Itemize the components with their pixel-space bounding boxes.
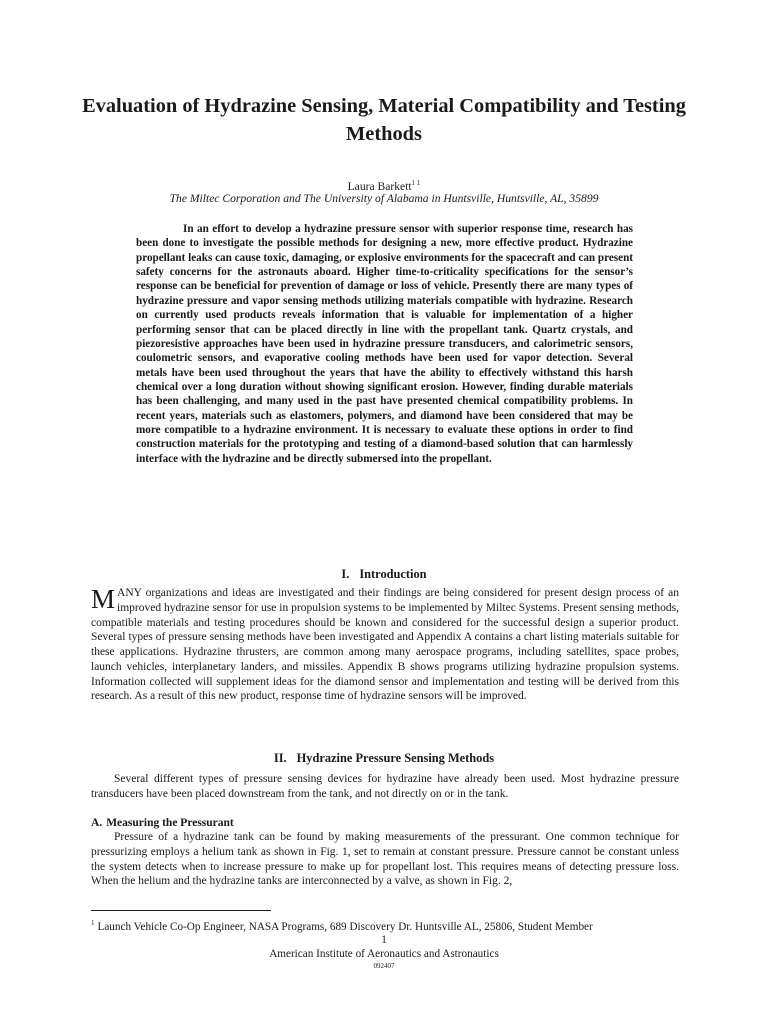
introduction-text: ANY organizations and ideas are investigated and their findings are being considered for present design process of an improved hydrazine sensor for use in propulsion systems to be implemented by Miltec Systems. Present sensing methods, compatible materials and testing procedures should be known and considered for the successful design a superior product. Several types of pressure sensing methods have been investigated and Appendix A contains a chart listing materials suitable for these applications. Hydrazine thrusters, are common among many aerospace programs, including satellites, space probes, launch vehicles, interplanetary landers, and missiles. Appendix B shows programs utilizing hydrazine propulsion systems. Information collected will supplement ideas for the diamond sensor and implementation and testing will be derived from this research. As a result of this new product, response time of hydrazine sensors will be improved. [91, 587, 679, 703]
section-heading-pressure-sensing [0, 750, 768, 766]
section-heading-introduction [0, 566, 768, 582]
author-superscript: 1 1 [411, 179, 421, 187]
section-number: II. [273, 751, 287, 765]
footnote-divider [91, 910, 271, 911]
subsection-heading-measuring [91, 816, 234, 831]
author-affiliation: The Miltec Corporation and The University of Alabama in Huntsville, Huntsville, AL, 35899 [169, 192, 599, 205]
section-title: Introduction [359, 567, 427, 581]
subsection-letter: A. [91, 817, 103, 829]
author-name: Laura Barkett [347, 180, 412, 193]
footnote-mark: 1 [91, 919, 95, 927]
publisher-footer: American Institute of Aeronautics and Astronautics [269, 948, 499, 960]
subsection-title: Measuring the Pressurant [106, 817, 234, 829]
measuring-paragraph: Pressure of a hydrazine tank can be found by making measurements of the pressurant. One common technique for pressurizing employs a helium tank as shown in Fig. 1, set to remain at constant pressure. Pressure cannot be constant unless the system detects when to increase pressure to make up for propellant lost. This requires means of detecting pressure loss. When the helium and the hydrazine tanks are interconnected by a valve, as shown in Fig. 2, [91, 831, 679, 888]
introduction-paragraph [91, 586, 679, 704]
section-number: I. [341, 567, 350, 581]
abstract: In an effort to develop a hydrazine pressure sensor with superior response time, research has been done to investigate the possible methods for designing a new, more effective product. Hydrazine propellant leaks can cause toxic, damaging, or explosive environments for the spacecraft and can present safety concerns for the astronauts aboard. Higher time-to-criticality specifications for the sensor’s response can be beneficial for prevention of damage or loss of vehicle. Presently there are many types of hydrazine pressure and vapor sensing methods utilizing materials compatible with hydrazine. Research on currently used products reveals information that is valuable for implementation of a higher performing sensor that can be placed directly in line with the propellant tank. Quartz crystals, and piezoresistive approaches have been used in hydrazine pressure transducers, and calorimetric sensors, coulometric sensors, and evaporative cooling methods have been used for vapor detection. Several metals have been used throughout the years that have the ability to effectively withstand this harsh chemical over a long duration without showing significant erosion. However, finding durable materials has been challenging, and many used in the past have presented chemical compatibility problems. In recent years, materials such as elastomers, polymers, and diamond have been considered that may be more compatible to a hydrazine environment. It is necessary to evaluate these options in order to find construction materials for the prototyping and testing of a diamond-based solution that can harmlessly interface with the hydrazine and be directly submersed into the propellant. [136, 223, 633, 465]
section-title: Hydrazine Pressure Sensing Methods [296, 751, 495, 765]
pressure-sensing-paragraph: Several different types of pressure sensing devices for hydrazine have already been used. Most hydrazine pressure transducers have been placed downstream from the tank, and not directly on or in the tank. [91, 773, 679, 800]
footnote [91, 916, 691, 934]
paper-title: Evaluation of Hydrazine Sensing, Material Compatibility and Testing Methods [82, 95, 686, 145]
page-number: 1 [381, 934, 387, 946]
document-id: 092407 [373, 962, 395, 970]
drop-cap: M [91, 584, 116, 614]
footnote-text: Launch Vehicle Co-Op Engineer, NASA Programs, 689 Discovery Dr. Huntsville AL, 25806, Student Member [97, 921, 593, 933]
